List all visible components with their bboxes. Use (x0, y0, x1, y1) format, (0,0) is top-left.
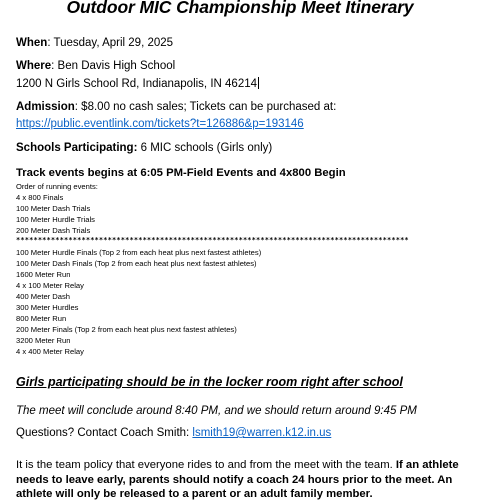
admission-label: Admission (16, 101, 75, 113)
locker-room-note: Girls participating should be in the locker room right after school (16, 375, 403, 389)
ticket-link[interactable]: https://public.eventlink.com/tickets?t=126886&p=193146 (16, 118, 304, 130)
event-item: 300 Meter Hurdles (16, 303, 79, 312)
when-label: When (16, 37, 48, 49)
questions-line (16, 427, 331, 439)
event-item: 200 Meter Dash Trials (16, 226, 91, 235)
where-line (16, 60, 175, 72)
event-item: 800 Meter Run (16, 314, 67, 323)
schools-label: Schools Participating: (16, 142, 138, 154)
event-item: 200 Meter Finals (Top 2 from each heat plus next fastest athletes) (16, 325, 237, 334)
where-value: : Ben Davis High School (51, 60, 176, 72)
team-policy-paragraph (16, 458, 478, 502)
schools-line (16, 142, 272, 154)
when-value: : Tuesday, April 29, 2025 (47, 37, 174, 49)
schools-value: 6 MIC schools (Girls only) (137, 142, 273, 154)
event-item: 100 Meter Hurdle Finals (Top 2 from each heat plus next fastest athletes) (16, 248, 262, 257)
conclude-note: The meet will conclude around 8:40 PM, and we should return around 9:45 PM (16, 405, 417, 417)
event-item: 100 Meter Dash Finals (Top 2 from each heat plus next fastest athletes) (16, 259, 257, 268)
event-item: 100 Meter Dash Trials (16, 204, 91, 213)
address-text: 1200 N Girls School Rd, Indianapolis, IN 46214 (16, 78, 258, 90)
event-item: 3200 Meter Run (16, 336, 71, 345)
track-heading: Track events begins at 6:05 PM-Field Events and 4x800 Begin (16, 167, 346, 179)
event-item: 4 x 800 Finals (16, 193, 64, 202)
event-item: 1600 Meter Run (16, 270, 71, 279)
event-item: 100 Meter Hurdle Trials (16, 215, 95, 224)
event-item: 4 x 400 Meter Relay (16, 347, 84, 356)
page-title: Outdoor MIC Championship Meet Itinerary (66, 0, 414, 17)
when-line (16, 37, 173, 49)
order-heading: Order of running events: (16, 182, 98, 191)
coach-email-link[interactable]: lsmith19@warren.k12.in.us (192, 427, 332, 439)
admission-value: : $8.00 no cash sales; Tickets can be purchased at: (74, 101, 337, 113)
where-label: Where (16, 60, 52, 72)
text-cursor (258, 77, 259, 89)
policy-text: It is the team policy that everyone rides to and from the meet with the team. (16, 459, 396, 471)
where-address (16, 77, 259, 90)
event-item: 4 x 100 Meter Relay (16, 281, 84, 290)
admission-link-line (16, 118, 304, 130)
event-item: 400 Meter Dash (16, 292, 71, 301)
questions-text: Questions? Contact Coach Smith: (16, 427, 193, 439)
policy-bold-text: If an athlete needs to leave early, parents should notify a coach 24 hours prior to the meet. An athlete will only be released to a parent or an adult family member. (16, 459, 459, 501)
separator-line: ****************************************************************************************** (16, 236, 409, 244)
admission-line (16, 101, 336, 113)
